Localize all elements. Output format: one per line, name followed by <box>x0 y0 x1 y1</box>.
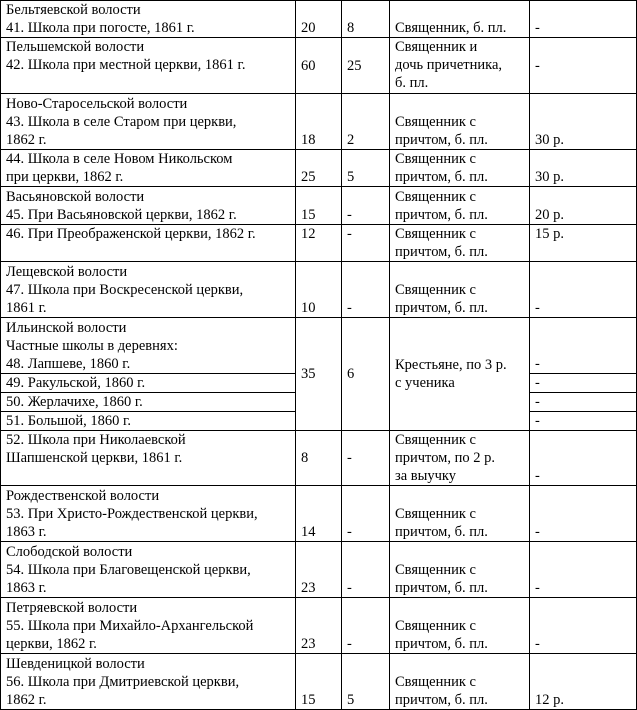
fee-cell: 20 р. <box>530 187 637 225</box>
teacher-cell: Священник с причтом, б. пл. <box>390 94 530 150</box>
count-cell: - <box>342 486 390 542</box>
school-name: Пельшемской волости 42. Школа при местной церкви, 1861 г. <box>1 38 296 94</box>
count-cell: - <box>342 225 390 262</box>
fee-cell: - <box>530 412 637 431</box>
count-cell: 25 <box>342 38 390 94</box>
school-name: 51. Большой, 1860 г. <box>1 412 296 431</box>
count-cell: - <box>342 187 390 225</box>
teacher-cell: Священник с причтом, б. пл. <box>390 225 530 262</box>
teacher-cell: Священник с причтом, по 2 р. за выучку <box>390 431 530 486</box>
school-name: 52. Школа при Николаевской Шапшенской церкви, 1861 г. <box>1 431 296 486</box>
teacher-cell: Священник и дочь причетника, б. пл. <box>390 38 530 94</box>
teacher-cell: Крестьяне, по 3 р. с ученика <box>390 318 530 431</box>
count-cell: 23 <box>296 542 342 598</box>
table-row <box>1 431 637 486</box>
teacher-cell: Священник с причтом, б. пл. <box>390 150 530 187</box>
count-cell: 35 <box>296 318 342 431</box>
count-cell: 5 <box>342 150 390 187</box>
table-row <box>1 542 637 598</box>
school-name: Лещевской волости 47. Школа при Воскресенской церкви, 1861 г. <box>1 262 296 318</box>
teacher-cell: Священник с причтом, б. пл. <box>390 598 530 654</box>
table-row <box>1 38 637 94</box>
fee-cell: - <box>530 542 637 598</box>
fee-cell: 30 р. <box>530 94 637 150</box>
count-cell: 15 <box>296 654 342 710</box>
fee-cell: - <box>530 1 637 38</box>
table-row <box>1 486 637 542</box>
fee-cell: - <box>530 318 637 374</box>
count-cell: 25 <box>296 150 342 187</box>
school-name: Ильинской волости Частные школы в деревнях: 48. Лапшеве, 1860 г. <box>1 318 296 374</box>
teacher-cell: Священник с причтом, б. пл. <box>390 486 530 542</box>
school-name: Шевденицкой волости 56. Школа при Дмитриевской церкви, 1862 г. <box>1 654 296 710</box>
school-name: 50. Жерлачихе, 1860 г. <box>1 393 296 412</box>
count-cell: 10 <box>296 262 342 318</box>
teacher-cell: Священник с причтом, б. пл. <box>390 262 530 318</box>
count-cell: 18 <box>296 94 342 150</box>
school-name: 49. Ракульской, 1860 г. <box>1 374 296 393</box>
teacher-cell: Священник с причтом, б. пл. <box>390 654 530 710</box>
fee-cell: - <box>530 431 637 486</box>
fee-cell: 15 р. <box>530 225 637 262</box>
count-cell: 5 <box>342 654 390 710</box>
school-name: Рождественской волости 53. При Христо-Рождественской церкви, 1863 г. <box>1 486 296 542</box>
school-name: 46. При Преображенской церкви, 1862 г. <box>1 225 296 262</box>
table-row <box>1 598 637 654</box>
count-cell: 2 <box>342 94 390 150</box>
fee-cell: - <box>530 598 637 654</box>
fee-cell: 12 р. <box>530 654 637 710</box>
table-row <box>1 262 637 318</box>
school-name: Васьяновской волости 45. При Васьяновской церкви, 1862 г. <box>1 187 296 225</box>
count-cell: - <box>342 542 390 598</box>
school-name: Слободской волости 54. Школа при Благовещенской церкви, 1863 г. <box>1 542 296 598</box>
school-name: 44. Школа в селе Новом Никольском при церкви, 1862 г. <box>1 150 296 187</box>
table-row <box>1 654 637 710</box>
table-row <box>1 318 637 374</box>
table-row <box>1 1 637 38</box>
fee-cell: - <box>530 38 637 94</box>
count-cell: - <box>342 598 390 654</box>
table-row <box>1 187 637 225</box>
school-name: Ново-Старосельской волости 43. Школа в селе Старом при церкви, 1862 г. <box>1 94 296 150</box>
count-cell: 8 <box>342 1 390 38</box>
teacher-cell: Священник с причтом, б. пл. <box>390 187 530 225</box>
count-cell: 60 <box>296 38 342 94</box>
table-row <box>1 150 637 187</box>
fee-cell: - <box>530 374 637 393</box>
count-cell: 6 <box>342 318 390 431</box>
count-cell: - <box>342 431 390 486</box>
count-cell: 23 <box>296 598 342 654</box>
fee-cell: 30 р. <box>530 150 637 187</box>
table-row <box>1 94 637 150</box>
teacher-cell: Священник с причтом, б. пл. <box>390 542 530 598</box>
count-cell: 8 <box>296 431 342 486</box>
fee-cell: - <box>530 486 637 542</box>
count-cell: 12 <box>296 225 342 262</box>
fee-cell: - <box>530 262 637 318</box>
table-row <box>1 225 637 262</box>
school-name: Бельтяевской волости 41. Школа при погосте, 1861 г. <box>1 1 296 38</box>
count-cell: 20 <box>296 1 342 38</box>
school-name: Петряевской волости 55. Школа при Михайло-Архангельской церкви, 1862 г. <box>1 598 296 654</box>
fee-cell: - <box>530 393 637 412</box>
count-cell: 15 <box>296 187 342 225</box>
count-cell: - <box>342 262 390 318</box>
count-cell: 14 <box>296 486 342 542</box>
teacher-cell: Священник, б. пл. <box>390 1 530 38</box>
